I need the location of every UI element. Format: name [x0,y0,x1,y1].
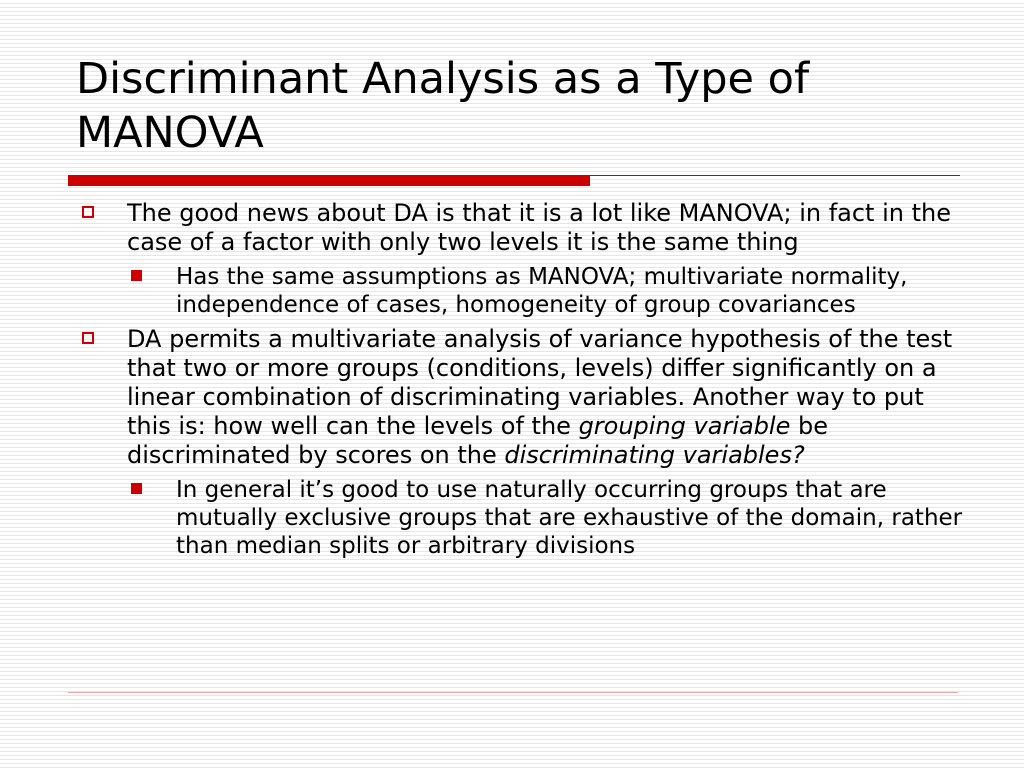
slide-body [76,199,976,566]
filled-square-bullet-icon [131,483,142,494]
bullet-item [76,199,967,257]
sub-bullet-text: In general it’s good to use naturally occurring groups that are mutually exclusive groups that are exhaustive of the domain, rather than median splits or arbitrary divisions [176,477,963,559]
bullet-text: The good news about DA is that it is a lot like MANOVA; in fact in the case of a factor with only two levels it is the same thing [127,199,951,256]
bullet-text-part: DA permits a multivariate analysis of variance hypothesis of the test that two or more groups (conditions, levels) differ significantly on a linear combination of discriminating variables. Another way to put this is: how well can the levels of the [127,325,953,440]
title-underline-bar [68,175,590,186]
sub-bullet-item [76,263,966,319]
bullet-text-italic: discriminating variables? [504,441,805,469]
hollow-square-bullet-icon [82,332,94,344]
footer-divider [68,692,958,693]
bullet-text [127,325,952,469]
slide-title: Discriminant Analysis as a Type of MANOVA [76,54,810,158]
sub-bullet-text: Has the same assumptions as MANOVA; multivariate normality, independence of cases, homogeneity of group covariances [176,264,908,318]
hollow-square-bullet-icon [82,206,94,218]
bullet-text-part: be discriminated by scores on the [127,412,828,469]
sub-bullet-item [76,476,966,560]
title-underline-line [590,175,960,176]
bullet-item [76,325,967,470]
filled-square-bullet-icon [131,270,142,281]
bullet-text-italic: grouping variable [578,412,791,440]
